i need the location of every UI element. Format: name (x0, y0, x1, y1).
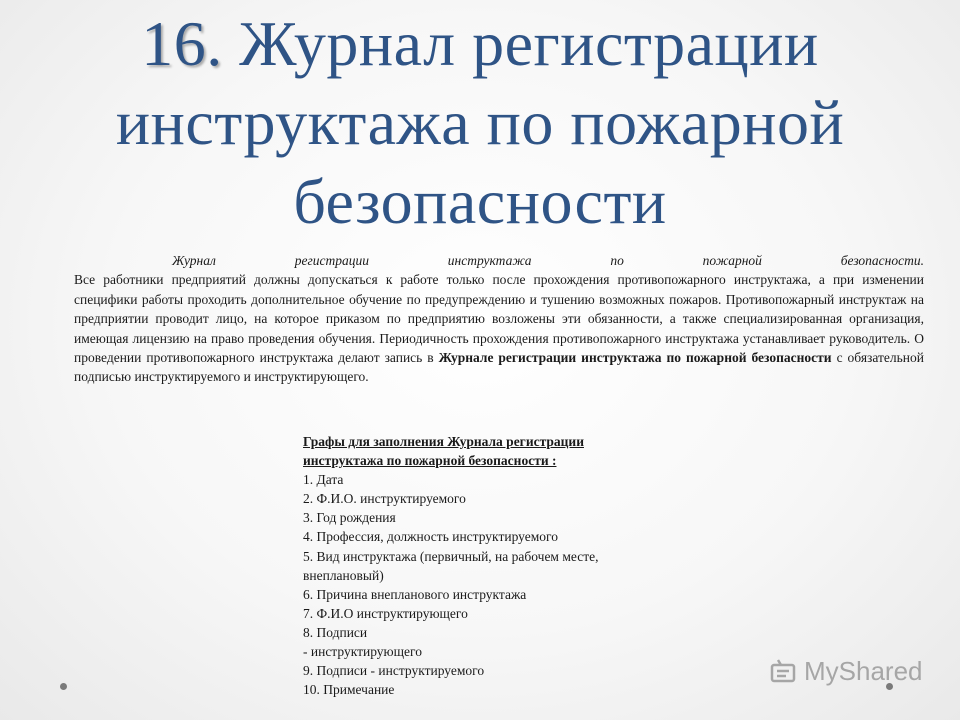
watermark-text: MyShared (804, 656, 923, 686)
myshared-logo-icon (768, 657, 798, 687)
paragraph-heading: Журнал регистрации инструктажа по пожарной безопасности. (172, 253, 924, 268)
paragraph-text-2: с обязательной подписью инструктируемого и инструктирующего. (74, 350, 924, 385)
list-header-line-1: Графы для заполнения Журнала регистрации (303, 434, 584, 449)
body-paragraph (74, 251, 924, 387)
list-item: 6. Причина внепланового инструктажа (303, 586, 527, 602)
title-number: 16. (141, 8, 223, 79)
list-item: 3. Год рождения (303, 510, 396, 526)
slide-title (40, 4, 920, 241)
list-item: 10. Примечание (303, 682, 395, 698)
list-item: 7. Ф.И.О инструктирующего (303, 605, 468, 621)
title-text: Журнал регистрации инструктажа по пожарной безопасности (115, 8, 845, 237)
list-item: - инструктирующего (303, 644, 422, 660)
list-item: 5. Вид инструктажа (первичный, на рабочем месте, (303, 548, 599, 564)
list-item: 4. Профессия, должность инструктируемого (303, 529, 558, 545)
slide-corner-dot-left (60, 683, 67, 690)
list-item: 8. Подписи (303, 624, 368, 640)
list-item: 1. Дата (303, 472, 344, 488)
paragraph-bold-journal: Журнале регистрации инструктажа по пожарной безопасности (438, 350, 832, 366)
list-item: 2. Ф.И.О. инструктируемого (303, 491, 466, 507)
fields-list (303, 432, 703, 699)
paragraph-body (74, 270, 924, 386)
list-header-line-2: инструктажа по пожарной безопасности : (303, 453, 557, 469)
myshared-watermark (768, 656, 923, 687)
list-item: 9. Подписи - инструктируемого (303, 663, 485, 679)
paragraph-text-1: Все работники предприятий должны допускаться к работе только после прохождения противопожарного инструктажа, а при изменении специфики работы проходить дополнительное обучение по предупреждению и тушению возможных пожаров. Противопожарный инструктаж на предприятии проводит лицо, на которое приказом по предприятию возложены эти обязанности, а также специализированная организация, имеющая лицензию на право проведения обучения. Периодичность прохождения противопожарного инструктажа устанавливает руководитель. О проведении противопожарного инструктажа делают запись в (74, 272, 924, 366)
list-item: внеплановый) (303, 567, 384, 583)
